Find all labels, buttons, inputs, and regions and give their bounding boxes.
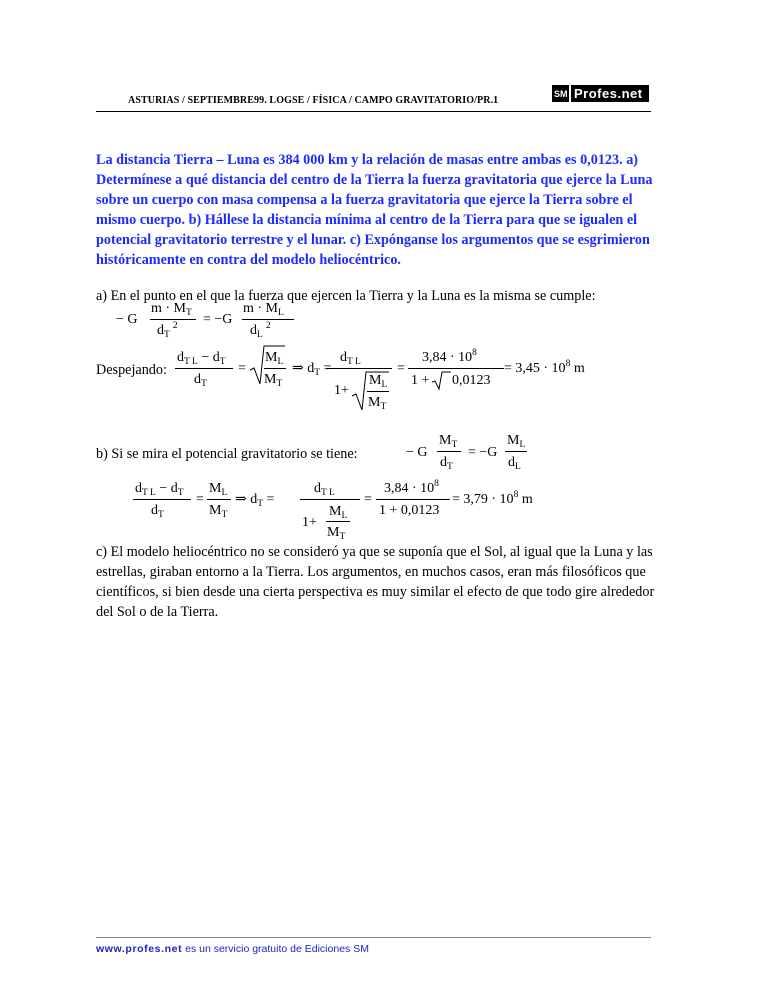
profes-net-logo xyxy=(552,82,650,108)
footer-text: es un servicio gratuito de Ediciones SM xyxy=(182,943,369,955)
footer-site-link[interactable]: www.profes.net xyxy=(96,943,183,955)
b-numerator: 3,84 · 10 xyxy=(384,481,435,496)
b-result: = 3,79 · 10 xyxy=(452,492,514,507)
header-rule xyxy=(96,111,651,112)
svg-text:SM: SM xyxy=(554,89,568,99)
svg-text:Profes.net: Profes.net xyxy=(574,86,643,101)
b-denominator: 1 + 0,0123 xyxy=(379,503,440,518)
footer xyxy=(96,943,369,955)
a-unit: m xyxy=(573,361,585,376)
despejando-label: Despejando: xyxy=(96,362,167,378)
part-b-intro: b) Si se mira el potencial gravitatorio se tiene: xyxy=(96,446,358,462)
a-numerator: 3,84 · 10 xyxy=(422,350,473,365)
a-ratio-value: 0,0123 xyxy=(452,373,491,388)
footer-rule xyxy=(96,937,651,938)
part-a-intro: a) En el punto en el que la fuerza que ejercen la Tierra y la Luna es la misma se cumple: xyxy=(96,288,596,304)
header-title: ASTURIAS / SEPTIEMBRE99. LOGSE / FÍSICA / CAMPO GRAVITATORIO/PR.1 xyxy=(128,95,499,106)
problem-statement: La distancia Tierra – Luna es 384 000 km y la relación de masas entre ambas es 0,0123. a) Determínese a qué distancia del centro de la Tierra la fuerza gravitatoria que ejerce la Luna sobre un cuerpo con masa compensa a la fuerza gravitatoria que ejerce la Tierra sobre el mismo cuerpo. b) Hállese la distancia mínima al centro de la Tierra para que se igualen el potencial gravitatorio terrestre y el lunar. c) Expónganse los argumentos que se esgrimieron históricamente en contra del modelo heliocéntrico. xyxy=(96,152,653,268)
b-unit: m xyxy=(521,492,533,507)
part-c-text: c) El modelo heliocéntrico no se consideró ya que se suponía que el Sol, al igual que la Luna y las estrellas, giraban entorno a la Tierra. Los argumentos, en muchos casos, eran más filosóficos que científicos, si bien desde una cierta perspectiva es muy similar el efecto de que todo gire alrededor del Sol o de la Tierra. xyxy=(96,544,655,620)
a-result: = 3,45 · 10 xyxy=(504,361,566,376)
